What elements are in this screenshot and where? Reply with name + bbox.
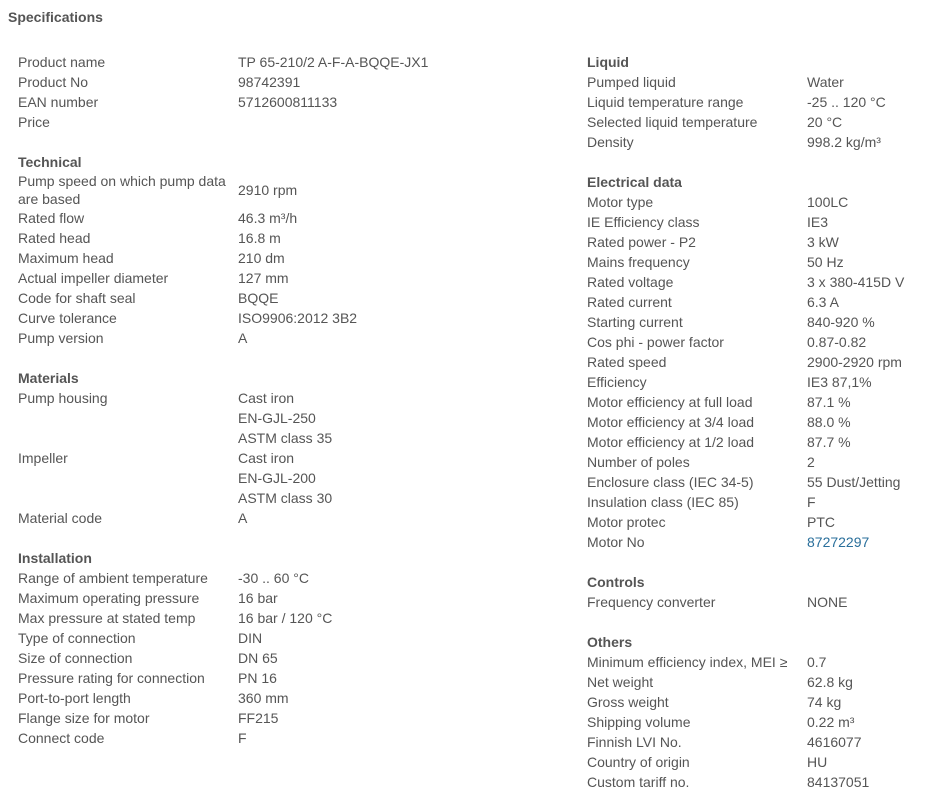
- spec-values: [238, 72, 578, 92]
- spec-row-shipping-volume: [587, 712, 927, 732]
- spec-label: Pump housing: [18, 390, 108, 406]
- spec-row-port-to-port-length: [18, 688, 578, 708]
- spec-label: Rated flow: [18, 210, 85, 226]
- spec-row-connect-code: [18, 728, 578, 748]
- spec-values: [807, 432, 927, 452]
- spec-values: [807, 252, 927, 272]
- spec-value: DN 65: [238, 650, 278, 666]
- spec-value: -25 .. 120 °C: [807, 94, 886, 110]
- page-title: Specifications: [8, 9, 103, 25]
- spec-label: Pumped liquid: [587, 74, 676, 90]
- spec-value: 20 °C: [807, 114, 843, 130]
- spec-value: 100LC: [807, 194, 849, 210]
- spec-label: Type of connection: [18, 630, 136, 646]
- spec-label: Gross weight: [587, 694, 669, 710]
- spec-value: IE3: [807, 214, 829, 230]
- spec-label: Minimum efficiency index, MEI ≥: [587, 654, 788, 670]
- spec-label: Mains frequency: [587, 254, 690, 270]
- spec-row-enclosure-class-iec-34-5: [587, 472, 927, 492]
- spec-value: 3 kW: [807, 234, 839, 250]
- spec-value: 210 dm: [238, 250, 285, 266]
- spec-label: Price: [18, 114, 50, 130]
- spec-value: ISO9906:2012 3B2: [238, 310, 358, 326]
- spec-label: Motor efficiency at 1/2 load: [587, 434, 755, 450]
- spec-value: 840-920 %: [807, 314, 875, 330]
- spec-label: Cos phi - power factor: [587, 334, 724, 350]
- spec-value: ASTM class 35: [238, 430, 333, 446]
- spec-row-liquid-temperature-range: [587, 92, 927, 112]
- spec-value: 360 mm: [238, 690, 289, 706]
- spec-row-motor-efficiency-at-3-4-load: [587, 412, 927, 432]
- spec-value: IE3 87,1%: [807, 374, 872, 390]
- spec-values: [238, 328, 578, 348]
- spec-label: Rated voltage: [587, 274, 674, 290]
- spec-value: 2: [807, 454, 815, 470]
- spec-values: [238, 728, 578, 748]
- section-title: Electrical data: [587, 174, 682, 190]
- spec-label: Motor efficiency at 3/4 load: [587, 414, 755, 430]
- spec-row-minimum-efficiency-index-mei: [587, 652, 927, 672]
- spec-value: 127 mm: [238, 270, 289, 286]
- spec-values: [807, 272, 927, 292]
- section-materials: [18, 368, 578, 528]
- spec-value: 16.8 m: [238, 230, 281, 246]
- spec-values: [807, 392, 927, 412]
- spec-value: 98742391: [238, 74, 301, 90]
- spec-row-rated-flow: [18, 208, 578, 228]
- spec-label: Code for shaft seal: [18, 290, 136, 306]
- spec-row-price: [18, 112, 578, 132]
- spec-values: [807, 292, 927, 312]
- spec-label: Custom tariff no.: [587, 774, 690, 790]
- spec-values: [807, 732, 927, 752]
- spec-value: 2900-2920 rpm: [807, 354, 902, 370]
- spec-values: [807, 492, 927, 512]
- spec-values: [807, 452, 927, 472]
- spec-value: PTC: [807, 514, 835, 530]
- spec-value: Water: [807, 74, 844, 90]
- spec-label: Country of origin: [587, 754, 690, 770]
- spec-row-motor-efficiency-at-1-2-load: [587, 432, 927, 452]
- spec-value: 3 x 380-415D V: [807, 274, 905, 290]
- spec-values: [807, 112, 927, 132]
- spec-value: 84137051: [807, 774, 870, 790]
- spec-row-efficiency: [587, 372, 927, 392]
- spec-row-product-no: [18, 72, 578, 92]
- spec-label: IE Efficiency class: [587, 214, 700, 230]
- spec-row-pump-housing: [18, 388, 578, 448]
- spec-value: 55 Dust/Jetting: [807, 474, 901, 490]
- spec-values: [238, 668, 578, 688]
- spec-row-maximum-operating-pressure: [18, 588, 578, 608]
- spec-value: DIN: [238, 630, 263, 646]
- spec-label: Rated power - P2: [587, 234, 696, 250]
- spec-row-rated-voltage: [587, 272, 927, 292]
- spec-values: [238, 568, 578, 588]
- spec-row-ean-number: [18, 92, 578, 112]
- spec-label: EAN number: [18, 94, 99, 110]
- spec-value: Cast iron: [238, 390, 295, 406]
- spec-row-net-weight: [587, 672, 927, 692]
- spec-label: Material code: [18, 510, 103, 526]
- spec-value: 87.1 %: [807, 394, 851, 410]
- section-title: Materials: [18, 370, 79, 386]
- spec-label: Curve tolerance: [18, 310, 117, 326]
- spec-values: [807, 652, 927, 672]
- spec-label: Starting current: [587, 314, 683, 330]
- spec-label: Impeller: [18, 450, 68, 466]
- spec-label: Product No: [18, 74, 89, 90]
- spec-values: [238, 52, 578, 72]
- section-others: [587, 632, 927, 792]
- spec-label: Selected liquid temperature: [587, 114, 758, 130]
- section-title: Installation: [18, 550, 92, 566]
- spec-label: Motor type: [587, 194, 654, 210]
- spec-values: [238, 708, 578, 728]
- spec-label: Max pressure at stated temp: [18, 610, 196, 626]
- spec-label: Insulation class (IEC 85): [587, 494, 739, 510]
- spec-label: Maximum operating pressure: [18, 590, 200, 606]
- spec-values: [807, 532, 927, 552]
- spec-value: 6.3 A: [807, 294, 839, 310]
- spec-row-impeller: [18, 448, 578, 508]
- spec-row-custom-tariff-no: [587, 772, 927, 792]
- spec-label: Rated current: [587, 294, 672, 310]
- spec-label: Pump version: [18, 330, 104, 346]
- spec-values: [238, 268, 578, 288]
- spec-label: Size of connection: [18, 650, 133, 666]
- spec-values: [807, 712, 927, 732]
- spec-row-motor-protec: [587, 512, 927, 532]
- spec-label: Maximum head: [18, 250, 114, 266]
- spec-row-maximum-head: [18, 248, 578, 268]
- spec-value: 74 kg: [807, 694, 842, 710]
- spec-value: -30 .. 60 °C: [238, 570, 309, 586]
- section-title: Others: [587, 634, 633, 650]
- section-installation: [18, 548, 578, 748]
- spec-values: [807, 472, 927, 492]
- spec-value: A: [238, 510, 248, 526]
- spec-values: [807, 372, 927, 392]
- spec-row-number-of-poles: [587, 452, 927, 472]
- spec-values: [807, 212, 927, 232]
- spec-label: Range of ambient temperature: [18, 570, 208, 586]
- spec-value: NONE: [807, 594, 848, 610]
- spec-row-rated-power-p2: [587, 232, 927, 252]
- spec-value: PN 16: [238, 670, 277, 686]
- spec-row-mains-frequency: [587, 252, 927, 272]
- spec-value: A: [238, 330, 248, 346]
- spec-values: [238, 388, 578, 448]
- spec-values: [238, 588, 578, 608]
- section-title: Controls: [587, 574, 645, 590]
- spec-values: [238, 308, 578, 328]
- spec-values: [238, 608, 578, 628]
- spec-row-curve-tolerance: [18, 308, 578, 328]
- spec-row-cos-phi-power-factor: [587, 332, 927, 352]
- spec-values: [807, 692, 927, 712]
- spec-values: [807, 312, 927, 332]
- spec-label: Actual impeller diameter: [18, 270, 169, 286]
- spec-label: Density: [587, 134, 634, 150]
- spec-value: 87.7 %: [807, 434, 851, 450]
- spec-values: [238, 208, 578, 228]
- right-column: [587, 52, 927, 812]
- spec-row-flange-size-for-motor: [18, 708, 578, 728]
- spec-values: [807, 92, 927, 112]
- spec-values: [807, 672, 927, 692]
- spec-values: [238, 288, 578, 308]
- spec-label: Rated speed: [587, 354, 667, 370]
- spec-label: Pressure rating for connection: [18, 670, 205, 686]
- spec-values: [807, 72, 927, 92]
- spec-value: 46.3 m³/h: [238, 210, 298, 226]
- spec-row-pressure-rating-for-connection: [18, 668, 578, 688]
- spec-values: [807, 752, 927, 772]
- spec-label: Shipping volume: [587, 714, 691, 730]
- spec-values: [807, 192, 927, 212]
- spec-label: Motor protec: [587, 514, 666, 530]
- spec-label: Finnish LVI No.: [587, 734, 682, 750]
- spec-row-max-pressure-at-stated-temp: [18, 608, 578, 628]
- spec-label: Net weight: [587, 674, 654, 690]
- spec-values: [238, 508, 578, 528]
- spec-values: [238, 448, 578, 508]
- spec-values: [807, 132, 927, 152]
- spec-row-rated-current: [587, 292, 927, 312]
- spec-row-pump-version: [18, 328, 578, 348]
- spec-row-size-of-connection: [18, 648, 578, 668]
- section-electrical-data: [587, 172, 927, 552]
- spec-row-type-of-connection: [18, 628, 578, 648]
- spec-label: Frequency converter: [587, 594, 716, 610]
- spec-row-pumped-liquid: [587, 72, 927, 92]
- spec-value: EN-GJL-250: [238, 410, 316, 426]
- spec-value: FF215: [238, 710, 279, 726]
- spec-value: Cast iron: [238, 450, 295, 466]
- spec-value: 0.7: [807, 654, 827, 670]
- spec-value: F: [238, 730, 247, 746]
- spec-values: [238, 172, 578, 208]
- section-title: Technical: [18, 154, 82, 170]
- spec-label: Rated head: [18, 230, 91, 246]
- spec-values: [807, 332, 927, 352]
- spec-values: [807, 412, 927, 432]
- spec-row-rated-head: [18, 228, 578, 248]
- spec-value: 0.22 m³: [807, 714, 855, 730]
- spec-values: [238, 628, 578, 648]
- spec-row-ie-efficiency-class: [587, 212, 927, 232]
- spec-row-motor-type: [587, 192, 927, 212]
- spec-values: [807, 352, 927, 372]
- spec-values: [238, 112, 578, 132]
- spec-row-actual-impeller-diameter: [18, 268, 578, 288]
- spec-values: [807, 232, 927, 252]
- spec-row-motor-no: [587, 532, 927, 552]
- spec-row-motor-efficiency-at-full-load: [587, 392, 927, 412]
- spec-values: [807, 772, 927, 792]
- spec-label: Motor No: [587, 534, 645, 550]
- spec-value: F: [807, 494, 816, 510]
- spec-row-gross-weight: [587, 692, 927, 712]
- spec-value: 62.8 kg: [807, 674, 853, 690]
- spec-value-link[interactable]: 87272297: [807, 534, 870, 550]
- spec-row-selected-liquid-temperature: [587, 112, 927, 132]
- section-technical: [18, 152, 578, 348]
- spec-value: 5712600811133: [238, 94, 338, 110]
- spec-row-density: [587, 132, 927, 152]
- spec-label: Flange size for motor: [18, 710, 150, 726]
- spec-value: 998.2 kg/m³: [807, 134, 881, 150]
- spec-value: 88.0 %: [807, 414, 851, 430]
- spec-values: [238, 648, 578, 668]
- spec-row-code-for-shaft-seal: [18, 288, 578, 308]
- spec-row-pump-speed-on-which-pump-data-are-based: [18, 172, 578, 208]
- spec-row-frequency-converter: [587, 592, 927, 612]
- spec-label: Pump speed on which pump data are based: [18, 173, 226, 207]
- section-liquid: [587, 52, 927, 152]
- spec-value: HU: [807, 754, 828, 770]
- spec-row-product-name: [18, 52, 578, 72]
- spec-label: Product name: [18, 54, 106, 70]
- spec-value: 16 bar: [238, 590, 278, 606]
- spec-label: Motor efficiency at full load: [587, 394, 753, 410]
- section-controls: [587, 572, 927, 612]
- spec-label: Efficiency: [587, 374, 647, 390]
- spec-value: BQQE: [238, 290, 279, 306]
- spec-label: Port-to-port length: [18, 690, 131, 706]
- spec-row-insulation-class-iec-85: [587, 492, 927, 512]
- section-product: [18, 52, 578, 132]
- spec-row-rated-speed: [587, 352, 927, 372]
- spec-values: [238, 228, 578, 248]
- spec-value: 16 bar / 120 °C: [238, 610, 333, 626]
- spec-label: Liquid temperature range: [587, 94, 744, 110]
- spec-values: [238, 688, 578, 708]
- spec-row-finnish-lvi-no: [587, 732, 927, 752]
- spec-values: [807, 512, 927, 532]
- spec-row-material-code: [18, 508, 578, 528]
- spec-values: [238, 248, 578, 268]
- spec-row-country-of-origin: [587, 752, 927, 772]
- spec-values: [807, 592, 927, 612]
- spec-value: 0.87-0.82: [807, 334, 867, 350]
- spec-value: 2910 rpm: [238, 182, 298, 198]
- spec-row-starting-current: [587, 312, 927, 332]
- spec-row-range-of-ambient-temperature: [18, 568, 578, 588]
- spec-value: 4616077: [807, 734, 862, 750]
- spec-value: TP 65-210/2 A-F-A-BQQE-JX1: [238, 54, 429, 70]
- spec-label: Number of poles: [587, 454, 690, 470]
- spec-value: ASTM class 30: [238, 490, 333, 506]
- spec-values: [238, 92, 578, 112]
- spec-value: 50 Hz: [807, 254, 844, 270]
- spec-value: EN-GJL-200: [238, 470, 316, 486]
- section-title: Liquid: [587, 54, 629, 70]
- spec-label: Enclosure class (IEC 34-5): [587, 474, 754, 490]
- left-column: [18, 52, 578, 768]
- spec-label: Connect code: [18, 730, 105, 746]
